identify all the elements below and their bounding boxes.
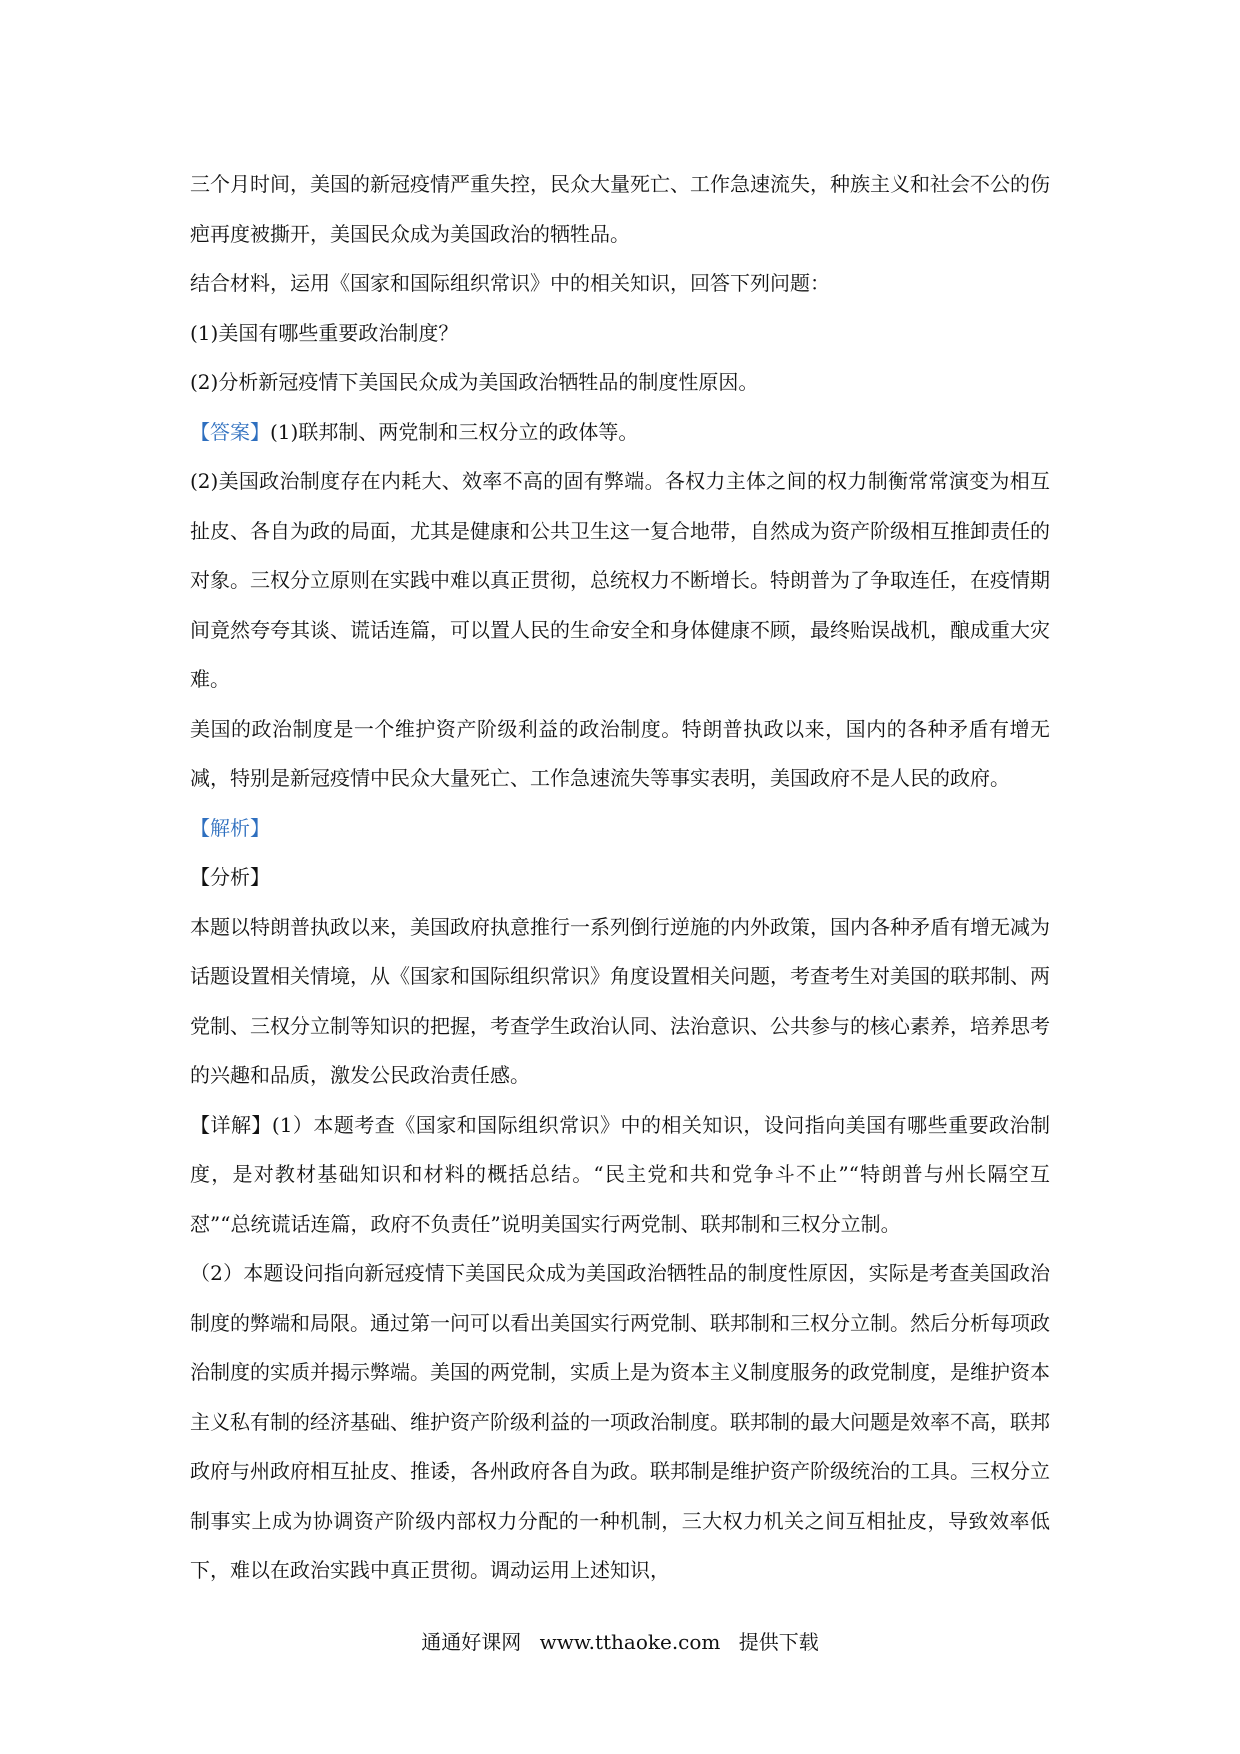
answer-tag: 【答案】: [190, 419, 270, 444]
paragraph-question-1: (1)美国有哪些重要政治制度？: [190, 320, 459, 345]
document-body: [190, 160, 1050, 1596]
paragraph-detail-1: 【详解】(1）本题考查《国家和国际组织常识》中的相关知识，设问指向美国有哪些重要政治制度，是对教材基础知识和材料的概括总结。“民主党和共和党争斗不止”“特朗普与州长隔空互怼”“总统谎话连篇，政府不负责任”说明美国实行两党制、联邦制和三权分立制。: [190, 1112, 1050, 1236]
footer-note: 提供下载: [738, 1630, 819, 1654]
footer-site: 通通好课网: [421, 1630, 522, 1654]
paragraph-analysis-heading: [190, 804, 1050, 854]
paragraph-question-2: (2)分析新冠疫情下美国民众成为美国政治牺牲品的制度性原因。: [190, 370, 759, 394]
paragraph-answer-1: 【答案】(1)联邦制、两党制和三权分立的政体等。: [190, 419, 639, 444]
paragraph-answer-3: 美国的政治制度是一个维护资产阶级利益的政治制度。特朗普执政以来，国内的各种矛盾有增无减，特别是新冠疫情中民众大量死亡、工作急速流失等事实表明，美国政府不是人民的政府。: [190, 716, 1050, 790]
paragraph-question-prompt: 结合材料，运用《国家和国际组织常识》中的相关知识，回答下列问题：: [190, 271, 830, 295]
page-footer: [0, 1626, 1240, 1655]
analysis-tag: 【解析】: [190, 815, 270, 840]
paragraph-fenxi-heading: 【分析】: [190, 865, 270, 889]
paragraph-detail-2: （2）本题设问指向新冠疫情下美国民众成为美国政治牺牲品的制度性原因，实际是考查美国政治制度的弊端和局限。通过第一问可以看出美国实行两党制、联邦制和三权分立制。然后分析每项政治制度的实质并揭示弊端。美国的两党制，实质上是为资本主义制度服务的政党制度，是维护资本主义私有制的经济基础、维护资产阶级利益的一项政治制度。联邦制的最大问题是效率不高，联邦政府与州政府相互扯皮、推诿，各州政府各自为政。联邦制是维护资产阶级统治的工具。三权分立制事实上成为协调资产阶级内部权力分配的一种机制，三大权力机关之间互相扯皮，导致效率低下，难以在政治实践中真正贯彻。调动运用上述知识，: [190, 1261, 1050, 1582]
footer-url[interactable]: www.tthaoke.com: [539, 1630, 721, 1654]
paragraph-material-end: 三个月时间，美国的新冠疫情严重失控，民众大量死亡、工作急速流失，种族主义和社会不公的伤疤再度被撕开，美国民众成为美国政治的牺牲品。: [190, 172, 1050, 246]
paragraph-fenxi-body: 本题以特朗普执政以来，美国政府执意推行一系列倒行逆施的内外政策，国内各种矛盾有增无减为话题设置相关情境，从《国家和国际组织常识》角度设置相关问题，考查考生对美国的联邦制、两党制、三权分立制等知识的把握，考查学生政治认同、法治意识、公共参与的核心素养，培养思考的兴趣和品质，激发公民政治责任感。: [190, 914, 1050, 1087]
paragraph-answer-2: (2)美国政治制度存在内耗大、效率不高的固有弊端。各权力主体之间的权力制衡常常演变为相互扯皮、各自为政的局面，尤其是健康和公共卫生这一复合地带，自然成为资产阶级相互推卸责任的对象。三权分立原则在实践中难以真正贯彻，总统权力不断增长。特朗普为了争取连任，在疫情期间竟然夸夸其谈、谎话连篇，可以置人民的生命安全和身体健康不顾，最终贻误战机，酿成重大灾难。: [190, 469, 1050, 691]
